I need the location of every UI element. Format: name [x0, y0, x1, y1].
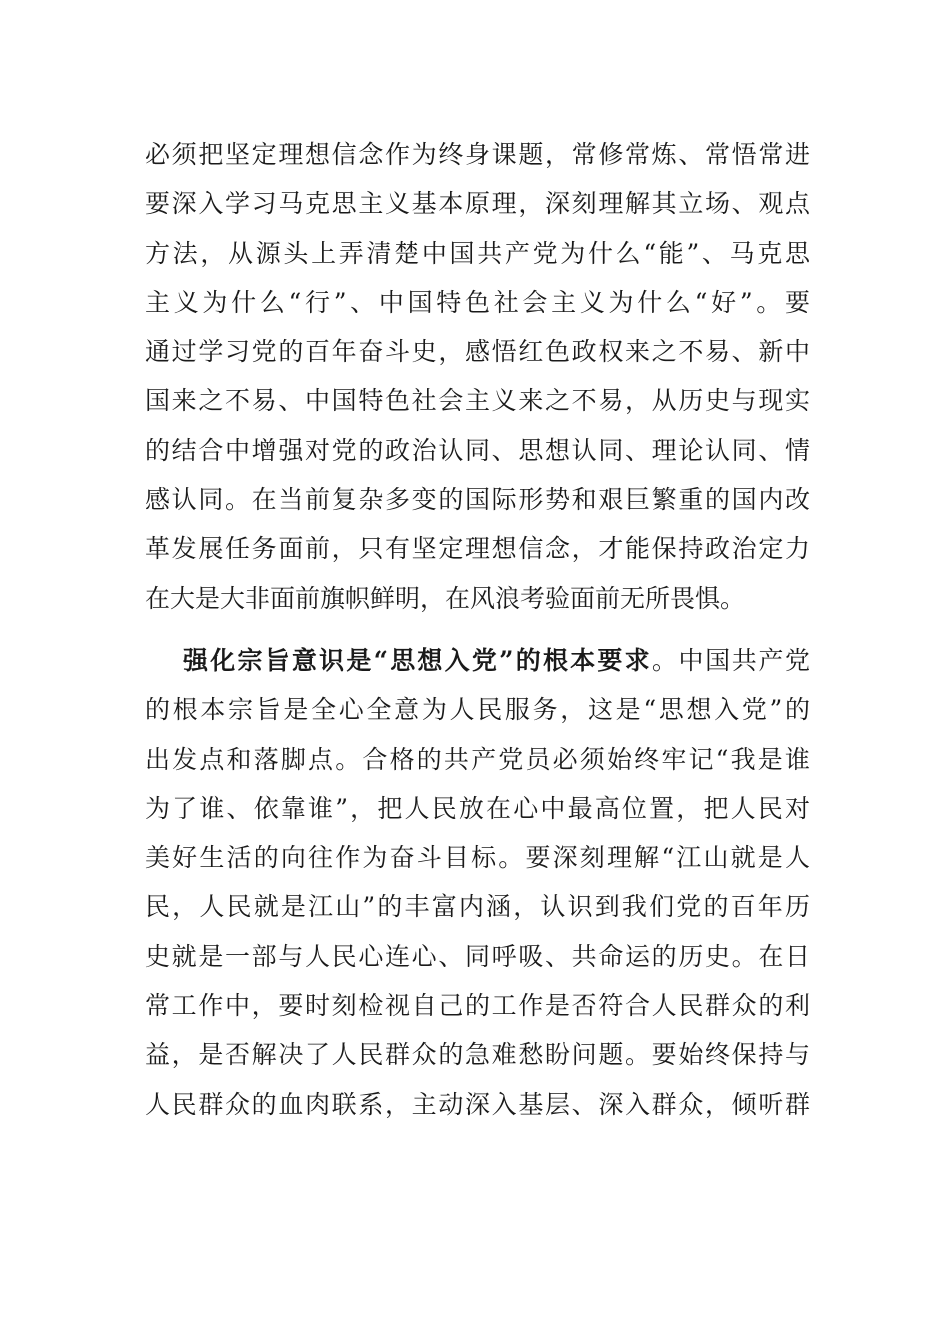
text-line: 出发点和落脚点。合格的共产党员必须始终牢记“我是谁 — [145, 744, 810, 774]
text-line: 史就是一部与人民心连心、同呼吸、共命运的历史。在日 — [145, 941, 810, 971]
text-line: 为了谁、依靠谁”，把人民放在心中最高位置，把人民对 — [145, 793, 810, 823]
text-line: 感认同。在当前复杂多变的国际形势和艰巨繁重的国内改 — [145, 485, 810, 515]
text-line: 的结合中增强对党的政治认同、思想认同、理论认同、情 — [145, 435, 810, 465]
text-line: 国来之不易、中国特色社会主义来之不易，从历史与现实 — [145, 386, 810, 416]
paragraph-purpose-awareness — [145, 636, 810, 1129]
text-line: 人民群众的血肉联系，主动深入基层、深入群众，倾听群 — [145, 1089, 810, 1119]
text-line: 常工作中，要时刻检视自己的工作是否符合人民群众的利 — [145, 991, 810, 1021]
text-line: 民，人民就是江山”的丰富内涵，认识到我们党的百年历 — [145, 892, 810, 922]
text-line: 在大是大非面前旗帜鲜明，在风浪考验面前无所畏惧。 — [145, 583, 746, 613]
text-line: 的根本宗旨是全心全意为人民服务，这是“思想入党”的 — [145, 695, 810, 725]
text-line: 主义为什么“行”、中国特色社会主义为什么“好”。要 — [145, 287, 810, 317]
paragraph-ideals-and-beliefs — [145, 130, 810, 623]
text-line: 美好生活的向往作为奋斗目标。要深刻理解“江山就是人 — [145, 843, 810, 873]
text-line: 方法，从源头上弄清楚中国共产党为什么“能”、马克思 — [145, 238, 810, 268]
paragraph-heading: 强化宗旨意识是“思想入党”的根本要求 — [183, 646, 652, 675]
text-line: 要深入学习马克思主义基本原理，深刻理解其立场、观点 — [145, 189, 810, 219]
paragraph-heading-line — [145, 636, 810, 685]
text-line: 革发展任务面前，只有坚定理想信念，才能保持政治定力 — [145, 534, 810, 564]
text-line: 通过学习党的百年奋斗史，感悟红色政权来之不易、新中 — [145, 337, 810, 367]
text-line: 必须把坚定理想信念作为终身课题，常修常炼、常悟常进 — [145, 140, 810, 169]
text-line: 益，是否解决了人民群众的急难愁盼问题。要始终保持与 — [145, 1040, 810, 1070]
heading-tail-text: 。中国共产党 — [651, 646, 810, 675]
